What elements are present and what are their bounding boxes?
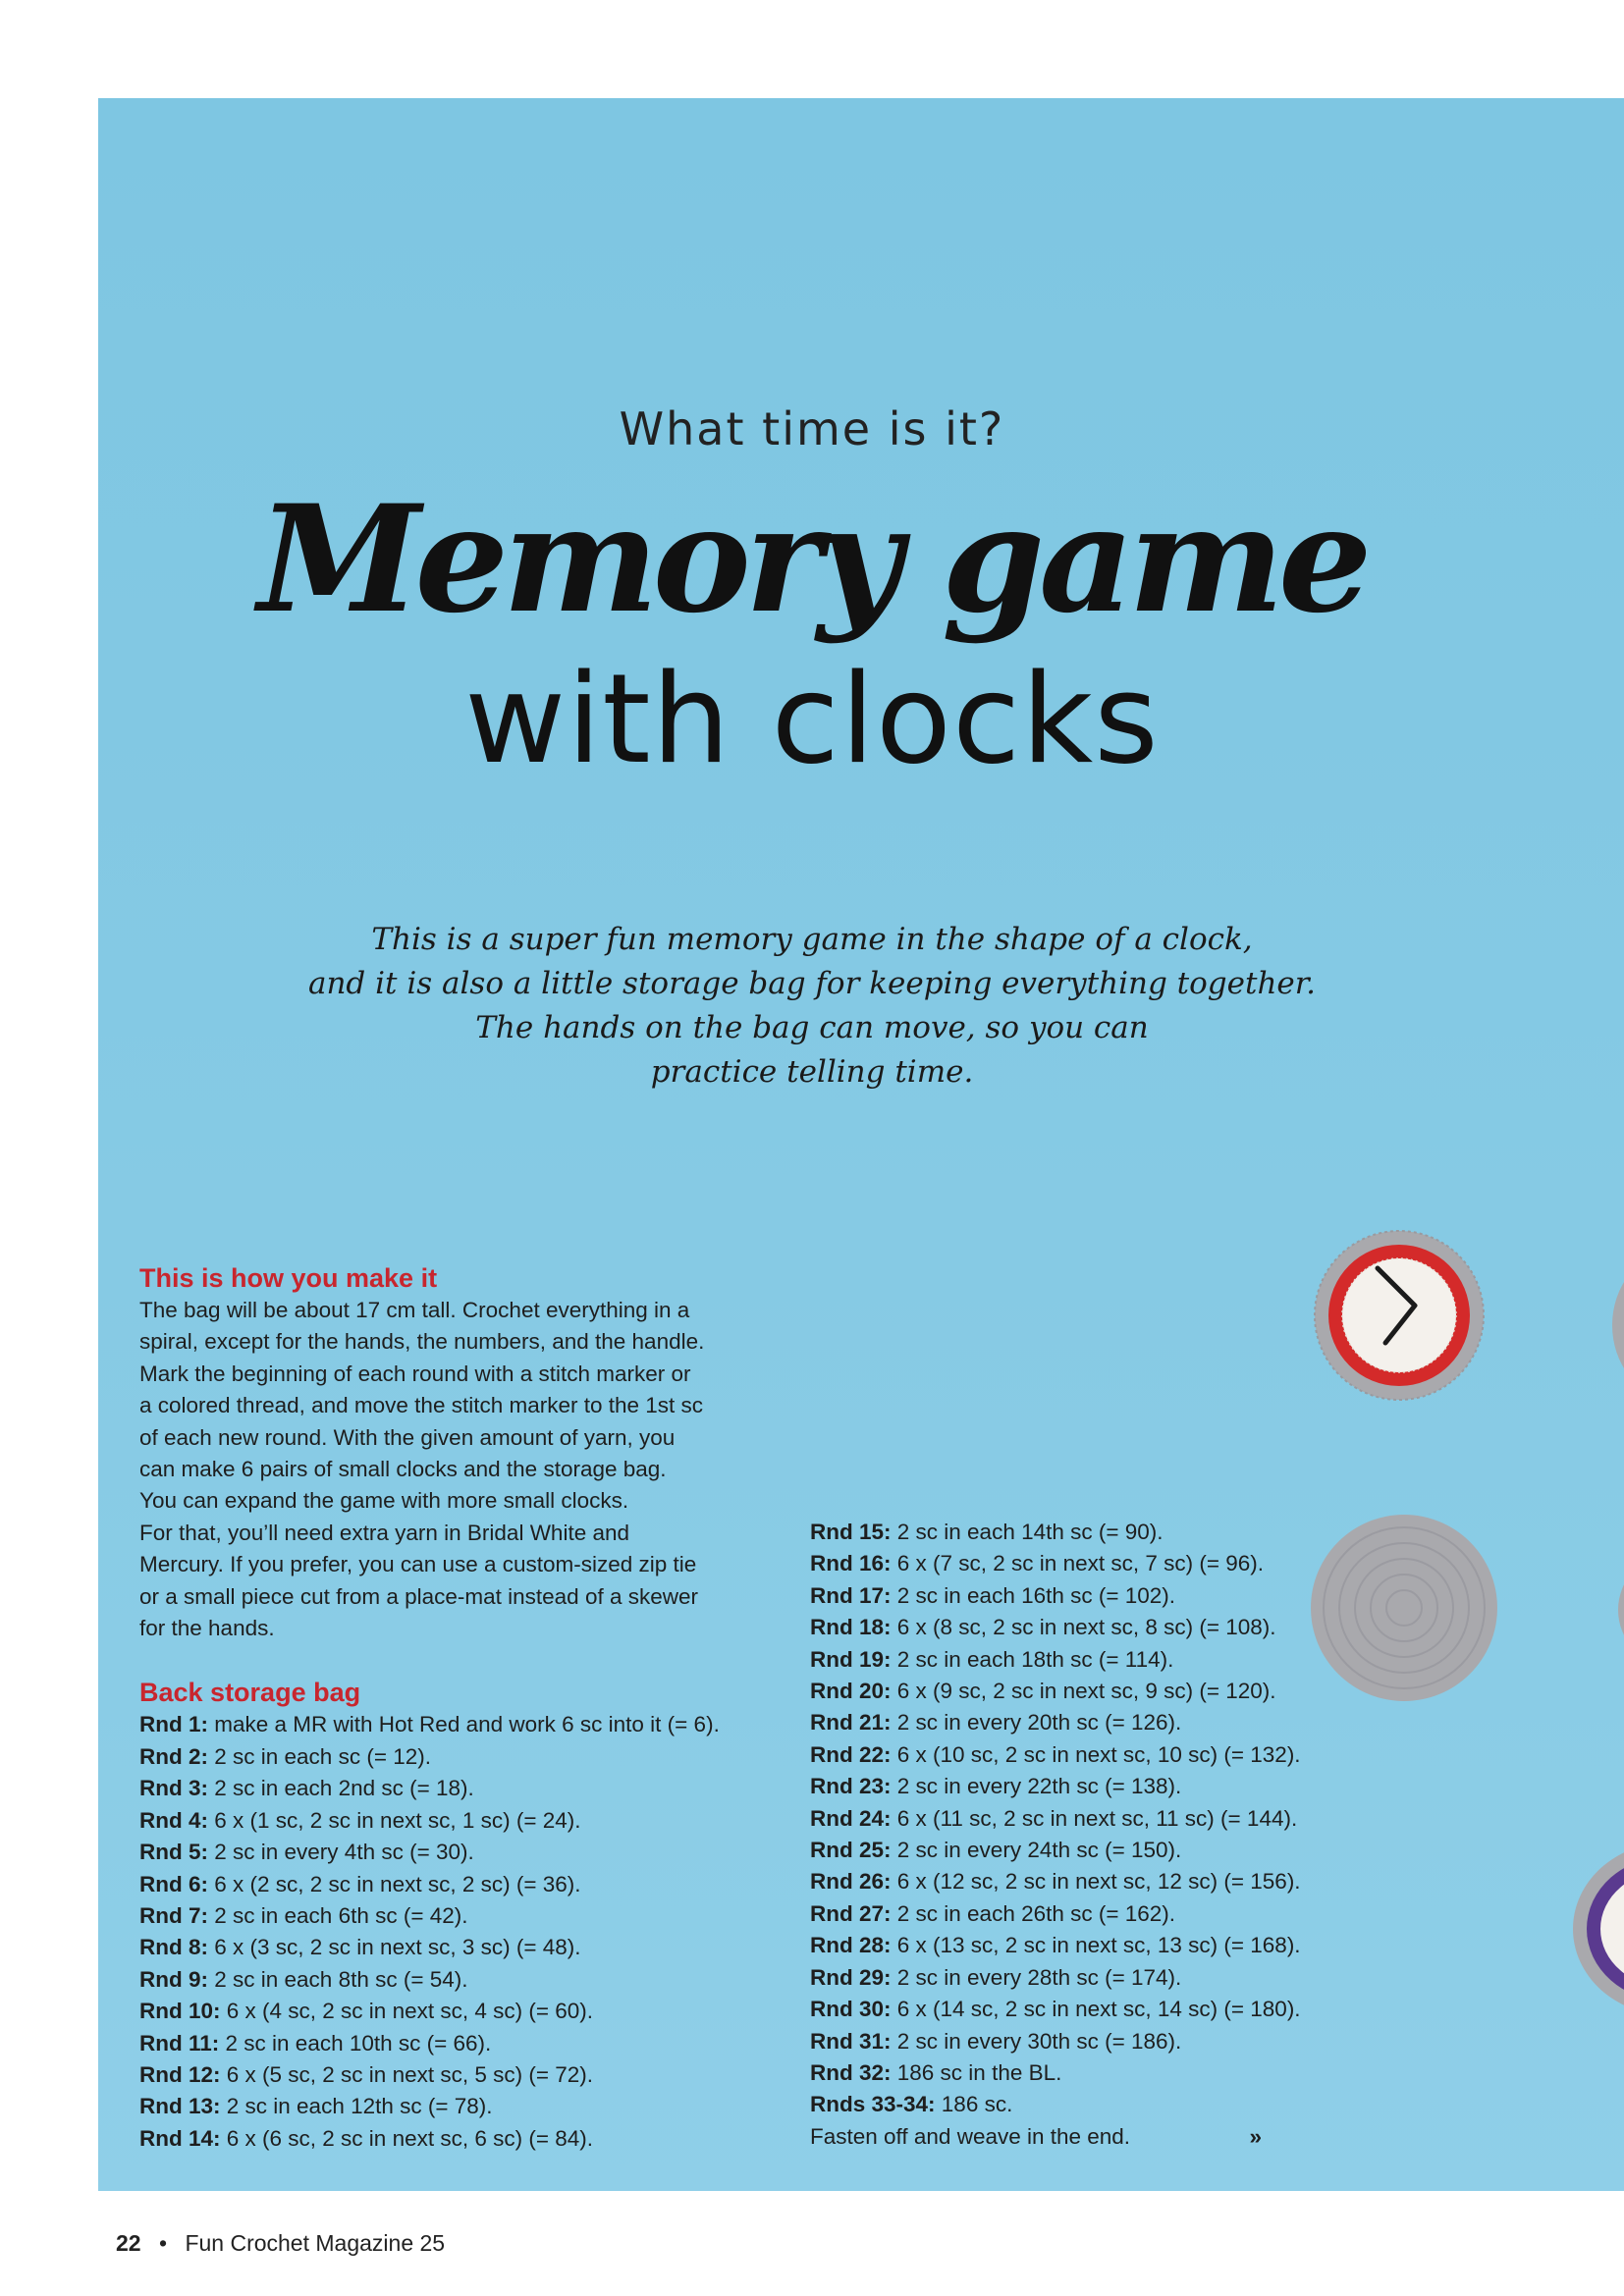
footer-separator: • [158, 2230, 168, 2256]
round-text: 6 x (6 sc, 2 sc in next sc, 6 sc) (= 84). [220, 2125, 594, 2151]
round-text: 6 x (7 sc, 2 sc in next sc, 7 sc) (= 96). [891, 1551, 1265, 1576]
round-text: 6 x (12 sc, 2 sc in next sc, 12 sc) (= 156). [891, 1869, 1301, 1895]
intro-line: and it is also a little storage bag for keeping everything together. [307, 966, 1317, 1001]
round-label: Rnd 24: [810, 1805, 892, 1831]
round-text: 2 sc in each 16th sc (= 102). [891, 1582, 1176, 1608]
round-instruction [139, 1837, 866, 1868]
round-text: 6 x (5 sc, 2 sc in next sc, 5 sc) (= 72). [220, 2061, 594, 2087]
round-text: 2 sc in each 6th sc (= 42). [208, 1902, 468, 1928]
round-instruction [139, 2091, 866, 2122]
instructions-right-column [810, 1517, 1458, 2153]
round-instruction [810, 1962, 1458, 1994]
round-text: 2 sc in each 10th sc (= 66). [219, 2030, 492, 2056]
how-to-heading: This is how you make it [139, 1263, 438, 1293]
round-instruction [810, 1898, 1458, 1930]
round-instruction [139, 1900, 866, 1932]
ending-instruction: Fasten off and weave in the end. [810, 2123, 1131, 2149]
clock-disc-red-photo [1311, 1227, 1488, 1404]
round-text: 6 x (8 sc, 2 sc in next sc, 8 sc) (= 108). [891, 1615, 1276, 1640]
round-text: 2 sc in each 8th sc (= 54). [208, 1966, 468, 1992]
round-instruction [810, 1580, 1458, 1612]
page-title-script: Memory game [257, 473, 1367, 646]
round-label: Rnds 33-34: [810, 2092, 936, 2117]
round-label: Rnd 6: [139, 1871, 208, 1896]
round-instruction [810, 1612, 1458, 1643]
round-text: 2 sc in each 26th sc (= 162). [891, 1900, 1176, 1926]
page-footer [116, 2230, 445, 2257]
back-bag-heading: Back storage bag [139, 1678, 361, 1708]
page-number: 22 [116, 2230, 141, 2256]
round-instruction [810, 1803, 1458, 1835]
round-text: 6 x (10 sc, 2 sc in next sc, 10 sc) (= 132). [891, 1741, 1301, 1767]
clock-disc-edge-top-photo [1610, 1252, 1624, 1399]
kicker-text: What time is it? [619, 402, 1005, 455]
round-text: 6 x (9 sc, 2 sc in next sc, 9 sc) (= 120). [891, 1679, 1276, 1704]
round-text: 2 sc in each 14th sc (= 90). [891, 1520, 1164, 1544]
round-label: Rnd 22: [810, 1741, 892, 1767]
how-to-line: Mark the beginning of each round with a stitch marker or [139, 1361, 691, 1386]
round-instruction [810, 1707, 1458, 1738]
round-text: 2 sc in each 18th sc (= 114). [891, 1646, 1174, 1672]
round-instruction [810, 1676, 1458, 1707]
round-instruction [139, 2059, 866, 2091]
how-to-line: The bag will be about 17 cm tall. Crochet everything in a [139, 1298, 690, 1322]
round-instruction [810, 1548, 1458, 1579]
round-text: 2 sc in every 24th sc (= 150). [891, 1838, 1182, 1863]
round-text: 2 sc in each 12th sc (= 78). [220, 2094, 493, 2119]
round-label: Rnd 32: [810, 2059, 892, 2085]
how-to-line: for the hands. [139, 1616, 275, 1641]
round-instruction [810, 1930, 1458, 1961]
intro-line: practice telling time. [650, 1054, 974, 1090]
round-text: 2 sc in every 4th sc (= 30). [208, 1840, 474, 1865]
how-to-line: You can expand the game with more small clocks. [139, 1488, 629, 1514]
round-text: 2 sc in every 28th sc (= 174). [891, 1964, 1182, 1990]
rounds-list-left [139, 1709, 866, 2155]
round-label: Rnd 30: [810, 1997, 892, 2022]
round-text: 2 sc in every 20th sc (= 126). [891, 1710, 1182, 1735]
round-label: Rnd 8: [139, 1935, 208, 1960]
round-label: Rnd 31: [810, 2028, 892, 2054]
round-label: Rnd 29: [810, 1964, 892, 1990]
round-instruction [810, 2089, 1458, 2120]
round-label: Rnd 18: [810, 1615, 892, 1640]
round-text: 186 sc in the BL. [891, 2059, 1062, 2085]
round-label: Rnd 13: [139, 2094, 221, 2119]
round-instruction [810, 1866, 1458, 1897]
round-label: Rnd 9: [139, 1966, 208, 1992]
round-instruction [810, 1517, 1458, 1548]
round-instruction [810, 1644, 1458, 1676]
round-text: 2 sc in each sc (= 12). [208, 1743, 431, 1769]
round-text: 6 x (13 sc, 2 sc in next sc, 13 sc) (= 168). [891, 1933, 1301, 1958]
how-to-line: a colored thread, and move the stitch marker to the 1st sc [139, 1393, 704, 1418]
round-instruction [139, 2028, 866, 2059]
round-instruction [810, 1771, 1458, 1802]
round-label: Rnd 28: [810, 1933, 892, 1958]
round-instruction [139, 1996, 866, 2027]
round-label: Rnd 17: [810, 1582, 892, 1608]
round-text: 6 x (1 sc, 2 sc in next sc, 1 sc) (= 24). [208, 1807, 581, 1833]
round-label: Rnd 10: [139, 1999, 221, 2024]
instructions-left-column [139, 1261, 866, 2155]
round-label: Rnd 23: [810, 1774, 892, 1799]
rounds-list-right [810, 1517, 1458, 2121]
round-label: Rnd 26: [810, 1869, 892, 1895]
round-instruction [139, 1773, 866, 1804]
round-label: Rnd 14: [139, 2125, 221, 2151]
how-to-line: or a small piece cut from a place-mat instead of a skewer [139, 1583, 698, 1609]
how-to-line: For that, you’ll need extra yarn in Bridal White and [139, 1520, 629, 1545]
round-text: 6 x (3 sc, 2 sc in next sc, 3 sc) (= 48). [208, 1935, 581, 1960]
round-label: Rnd 7: [139, 1902, 208, 1928]
round-instruction [810, 1835, 1458, 1866]
round-label: Rnd 19: [810, 1646, 892, 1672]
round-text: 6 x (11 sc, 2 sc in next sc, 11 sc) (= 144). [891, 1805, 1298, 1831]
round-label: Rnd 4: [139, 1807, 208, 1833]
round-label: Rnd 11: [139, 2030, 220, 2056]
round-text: 6 x (2 sc, 2 sc in next sc, 2 sc) (= 36). [208, 1871, 581, 1896]
continue-arrow-icon: » [1249, 2123, 1262, 2149]
how-to-line: spiral, except for the hands, the numbers, and the handle. [139, 1329, 705, 1355]
round-label: Rnd 3: [139, 1776, 208, 1801]
blue-background-panel [98, 98, 1624, 2191]
intro-line: The hands on the bag can move, so you can [475, 1010, 1149, 1045]
round-label: Rnd 12: [139, 2061, 221, 2087]
page-title-thin: with clocks [464, 647, 1160, 791]
round-instruction [139, 1932, 866, 1963]
round-instruction [139, 1709, 866, 1740]
round-label: Rnd 5: [139, 1840, 208, 1865]
round-instruction [810, 2057, 1458, 2089]
intro-paragraph [275, 918, 1349, 1095]
round-instruction [139, 1741, 866, 1773]
round-instruction [139, 1869, 866, 1900]
publication-name: Fun Crochet Magazine 25 [185, 2230, 446, 2256]
how-to-line: can make 6 pairs of small clocks and the storage bag. [139, 1457, 667, 1482]
round-label: Rnd 21: [810, 1710, 892, 1735]
round-text: 6 x (4 sc, 2 sc in next sc, 4 sc) (= 60). [220, 1999, 594, 2024]
round-text: 2 sc in every 22th sc (= 138). [891, 1774, 1182, 1799]
round-instruction [810, 2026, 1458, 2057]
round-instruction [810, 1739, 1458, 1771]
how-to-line: of each new round. With the given amount of yarn, you [139, 1424, 676, 1450]
clock-disc-purple-edge-photo [1571, 1841, 1624, 2017]
round-label: Rnd 16: [810, 1551, 892, 1576]
how-to-line: Mercury. If you prefer, you can use a custom-sized zip tie [139, 1552, 697, 1577]
round-label: Rnd 1: [139, 1712, 208, 1737]
round-instruction [810, 1994, 1458, 2025]
round-text: 2 sc in every 30th sc (= 186). [891, 2028, 1182, 2054]
round-instruction [139, 2123, 866, 2155]
round-text: 186 sc. [935, 2092, 1013, 2117]
round-text: make a MR with Hot Red and work 6 sc into it (= 6). [208, 1712, 720, 1737]
round-label: Rnd 27: [810, 1900, 892, 1926]
round-text: 6 x (14 sc, 2 sc in next sc, 14 sc) (= 180). [891, 1997, 1301, 2022]
round-label: Rnd 2: [139, 1743, 208, 1769]
round-label: Rnd 15: [810, 1520, 892, 1544]
round-label: Rnd 25: [810, 1838, 892, 1863]
round-instruction [139, 1805, 866, 1837]
clock-disc-edge-middle-photo [1616, 1551, 1624, 1669]
round-instruction [139, 1964, 866, 1996]
round-text: 2 sc in each 2nd sc (= 18). [208, 1776, 474, 1801]
intro-line: This is a super fun memory game in the shape of a clock, [371, 922, 1253, 957]
round-label: Rnd 20: [810, 1679, 892, 1704]
